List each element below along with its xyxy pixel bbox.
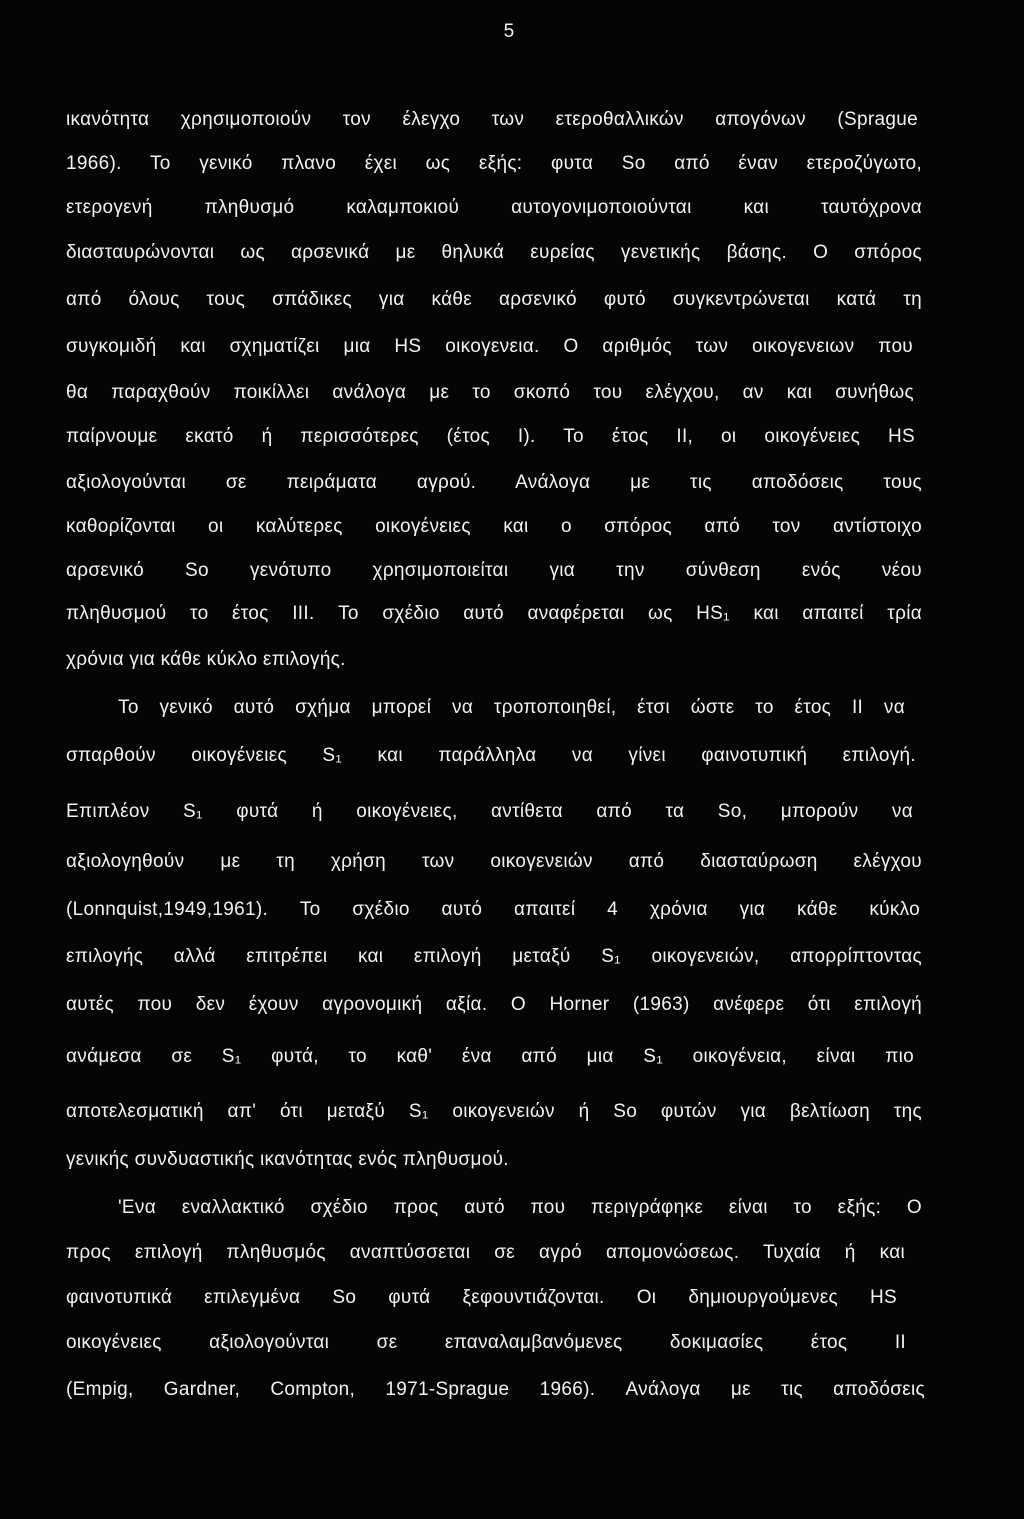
text-line: προς επιλογή πληθυσμός αναπτύσσεται σε αγρό απομονώσεως. Τυχαία ή και [66, 1242, 905, 1263]
text-line: 'Ενα εναλλακτικό σχέδιο προς αυτό που περιγράφηκε είναι το εξής: Ο [118, 1197, 922, 1218]
text-line: σπαρθούν οικογένειες S₁ και παράλληλα να γίνει φαινοτυπική επιλογή. [66, 745, 916, 766]
text-line: παίρνουμε εκατό ή περισσότερες (έτος I). Το έτος II, οι οικογένειες HS [66, 426, 915, 447]
page-number: 5 [503, 21, 515, 42]
text-line: Το γενικό αυτό σχήμα μπορεί να τροποποιηθεί, έτσι ώστε το έτος II να [118, 697, 905, 718]
text-line: (Empig, Gardner, Compton, 1971-Sprague 1966). Ανάλογα με τις αποδόσεις [66, 1379, 925, 1400]
text-line: αποτελεσματική απ' ότι μεταξύ S₁ οικογενειών ή So φυτών για βελτίωση της [66, 1101, 922, 1122]
text-line: από όλους τους σπάδικες για κάθε αρσενικό φυτό συγκεντρώνεται κατά τη [66, 289, 922, 310]
text-line: (Lonnquist,1949,1961). Το σχέδιο αυτό απαιτεί 4 χρόνια για κάθε κύκλο [66, 899, 920, 920]
text-line: ικανότητα χρησιμοποιούν τον έλεγχο των ετεροθαλλικών απογόνων (Sprague [66, 109, 918, 130]
text-line: επιλογής αλλά επιτρέπει και επιλογή μεταξύ S₁ οικογενειών, απορρίπτοντας [66, 946, 922, 967]
text-line: αξιολογηθούν με τη χρήση των οικογενειών από διασταύρωση ελέγχου [66, 851, 922, 872]
text-line: γενικής συνδυαστικής ικανότητας ενός πληθυσμού. [66, 1149, 509, 1170]
text-line: 1966). Το γενικό πλανο έχει ως εξής: φυτα So από έναν ετεροζύγωτο, [66, 153, 922, 174]
text-line: ανάμεσα σε S₁ φυτά, το καθ' ένα από μια S₁ οικογένεια, είναι πιο [66, 1046, 914, 1067]
text-line: διασταυρώνονται ως αρσενικά με θηλυκά ευρείας γενετικής βάσης. Ο σπόρος [66, 242, 922, 263]
text-line: συγκομιδή και σχηματίζει μια HS οικογενεια. Ο αριθμός των οικογενειων που [66, 336, 913, 357]
text-line: φαινοτυπικά επιλεγμένα So φυτά ξεφουντιάζονται. Οι δημιουργούμενες HS [66, 1287, 897, 1308]
text-line: αξιολογούνται σε πειράματα αγρού. Ανάλογα με τις αποδόσεις τους [66, 472, 922, 493]
text-line: πληθυσμού το έτος III. Το σχέδιο αυτό αναφέρεται ως HS₁ και απαιτεί τρία [66, 603, 922, 624]
text-line: αυτές που δεν έχουν αγρονομική αξία. Ο Horner (1963) ανέφερε ότι επιλογή [66, 994, 922, 1015]
text-line: καθορίζονται οι καλύτερες οικογένειες και ο σπόρος από τον αντίστοιχο [66, 516, 922, 537]
text-line: θα παραχθούν ποικίλλει ανάλογα με το σκοπό του ελέγχου, αν και συνήθως [66, 382, 914, 403]
text-line: οικογένειες αξιολογούνται σε επαναλαμβανόμενες δοκιμασίες έτος II [66, 1332, 906, 1353]
text-line: ετερογενή πληθυσμό καλαμποκιού αυτογονιμοποιούνται και ταυτόχρονα [66, 197, 922, 218]
text-line: Επιπλέον S₁ φυτά ή οικογένειες, αντίθετα από τα So, μπορούν να [66, 801, 913, 822]
text-line: αρσενικό So γενότυπο χρησιμοποιείται για την σύνθεση ενός νέου [66, 560, 922, 581]
text-line: χρόνια για κάθε κύκλο επιλογής. [66, 649, 346, 670]
